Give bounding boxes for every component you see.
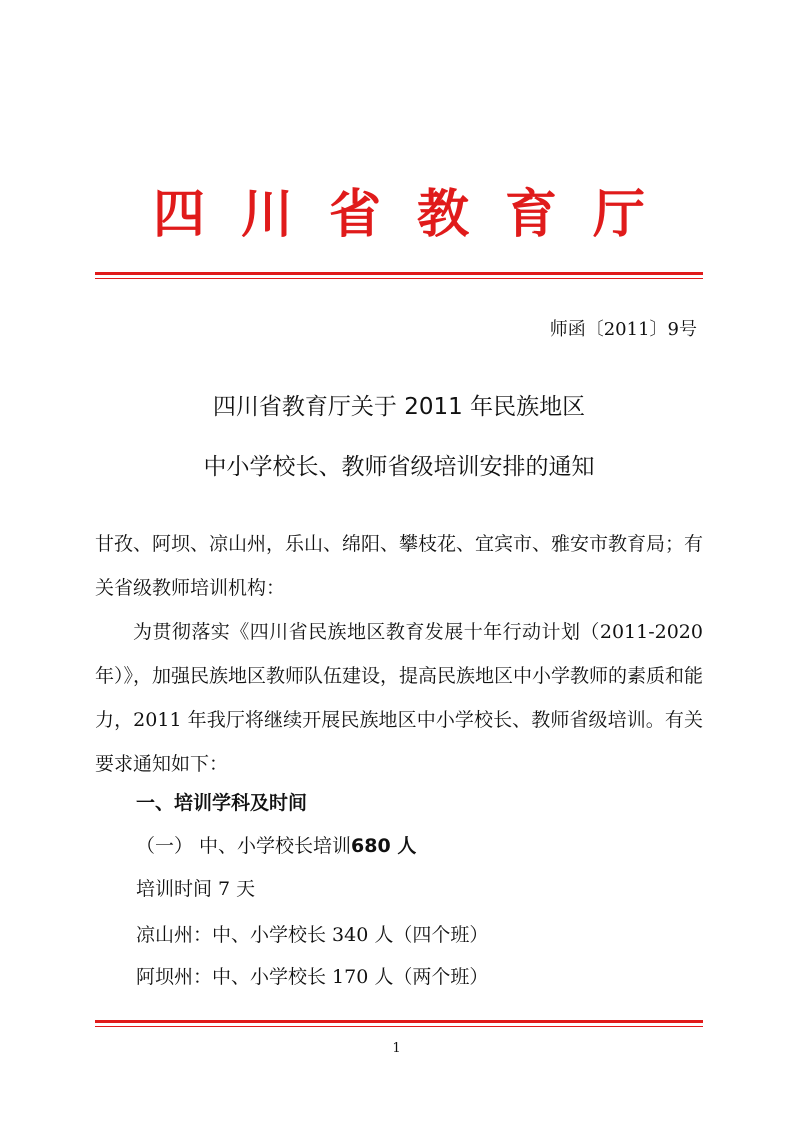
letterhead-title: 四川省教育厅 — [152, 184, 681, 245]
divider-thick-line — [95, 272, 703, 275]
intro-paragraph: 为贯彻落实《四川省民族地区教育发展十年行动计划（2011-2020年）》，加强民族地区教师队伍建设，提高民族地区中小学教师的素质和能力，2011 年我厅将继续开展民族地区中小学校长、教师省级培训。有关要求通知如下： — [95, 621, 704, 775]
participant-count: 680 人 — [351, 835, 417, 857]
document-title-line-1: 四川省教育厅关于 2011 年民族地区 — [212, 394, 586, 420]
footer-divider — [95, 1020, 703, 1027]
list-item: 凉山州：中、小学校长 340 人（四个班） — [136, 924, 489, 946]
page-number: 1 — [392, 1041, 401, 1056]
letterhead-divider — [95, 272, 703, 279]
addressee-paragraph: 甘孜、阿坝、凉山州，乐山、绵阳、攀枝花、宜宾市、雅安市教育局；有关省级教师培训机构： — [95, 533, 704, 599]
section-heading: 一、培训学科及时间 — [136, 792, 308, 814]
list-item: 阿坝州：中、小学校长 170 人（两个班） — [136, 966, 489, 988]
footer-thick-line — [95, 1020, 703, 1023]
divider-thin-line — [95, 278, 703, 279]
document-number: 师函〔2011〕9号 — [549, 319, 697, 340]
document-title-line-2: 中小学校长、教师省级培训安排的通知 — [203, 454, 595, 480]
subsection-principals — [136, 831, 416, 861]
subsection-label: （一） 中、小学校长培训 — [136, 835, 352, 857]
footer-thin-line — [95, 1026, 703, 1027]
training-duration: 培训时间 7 天 — [136, 878, 256, 900]
